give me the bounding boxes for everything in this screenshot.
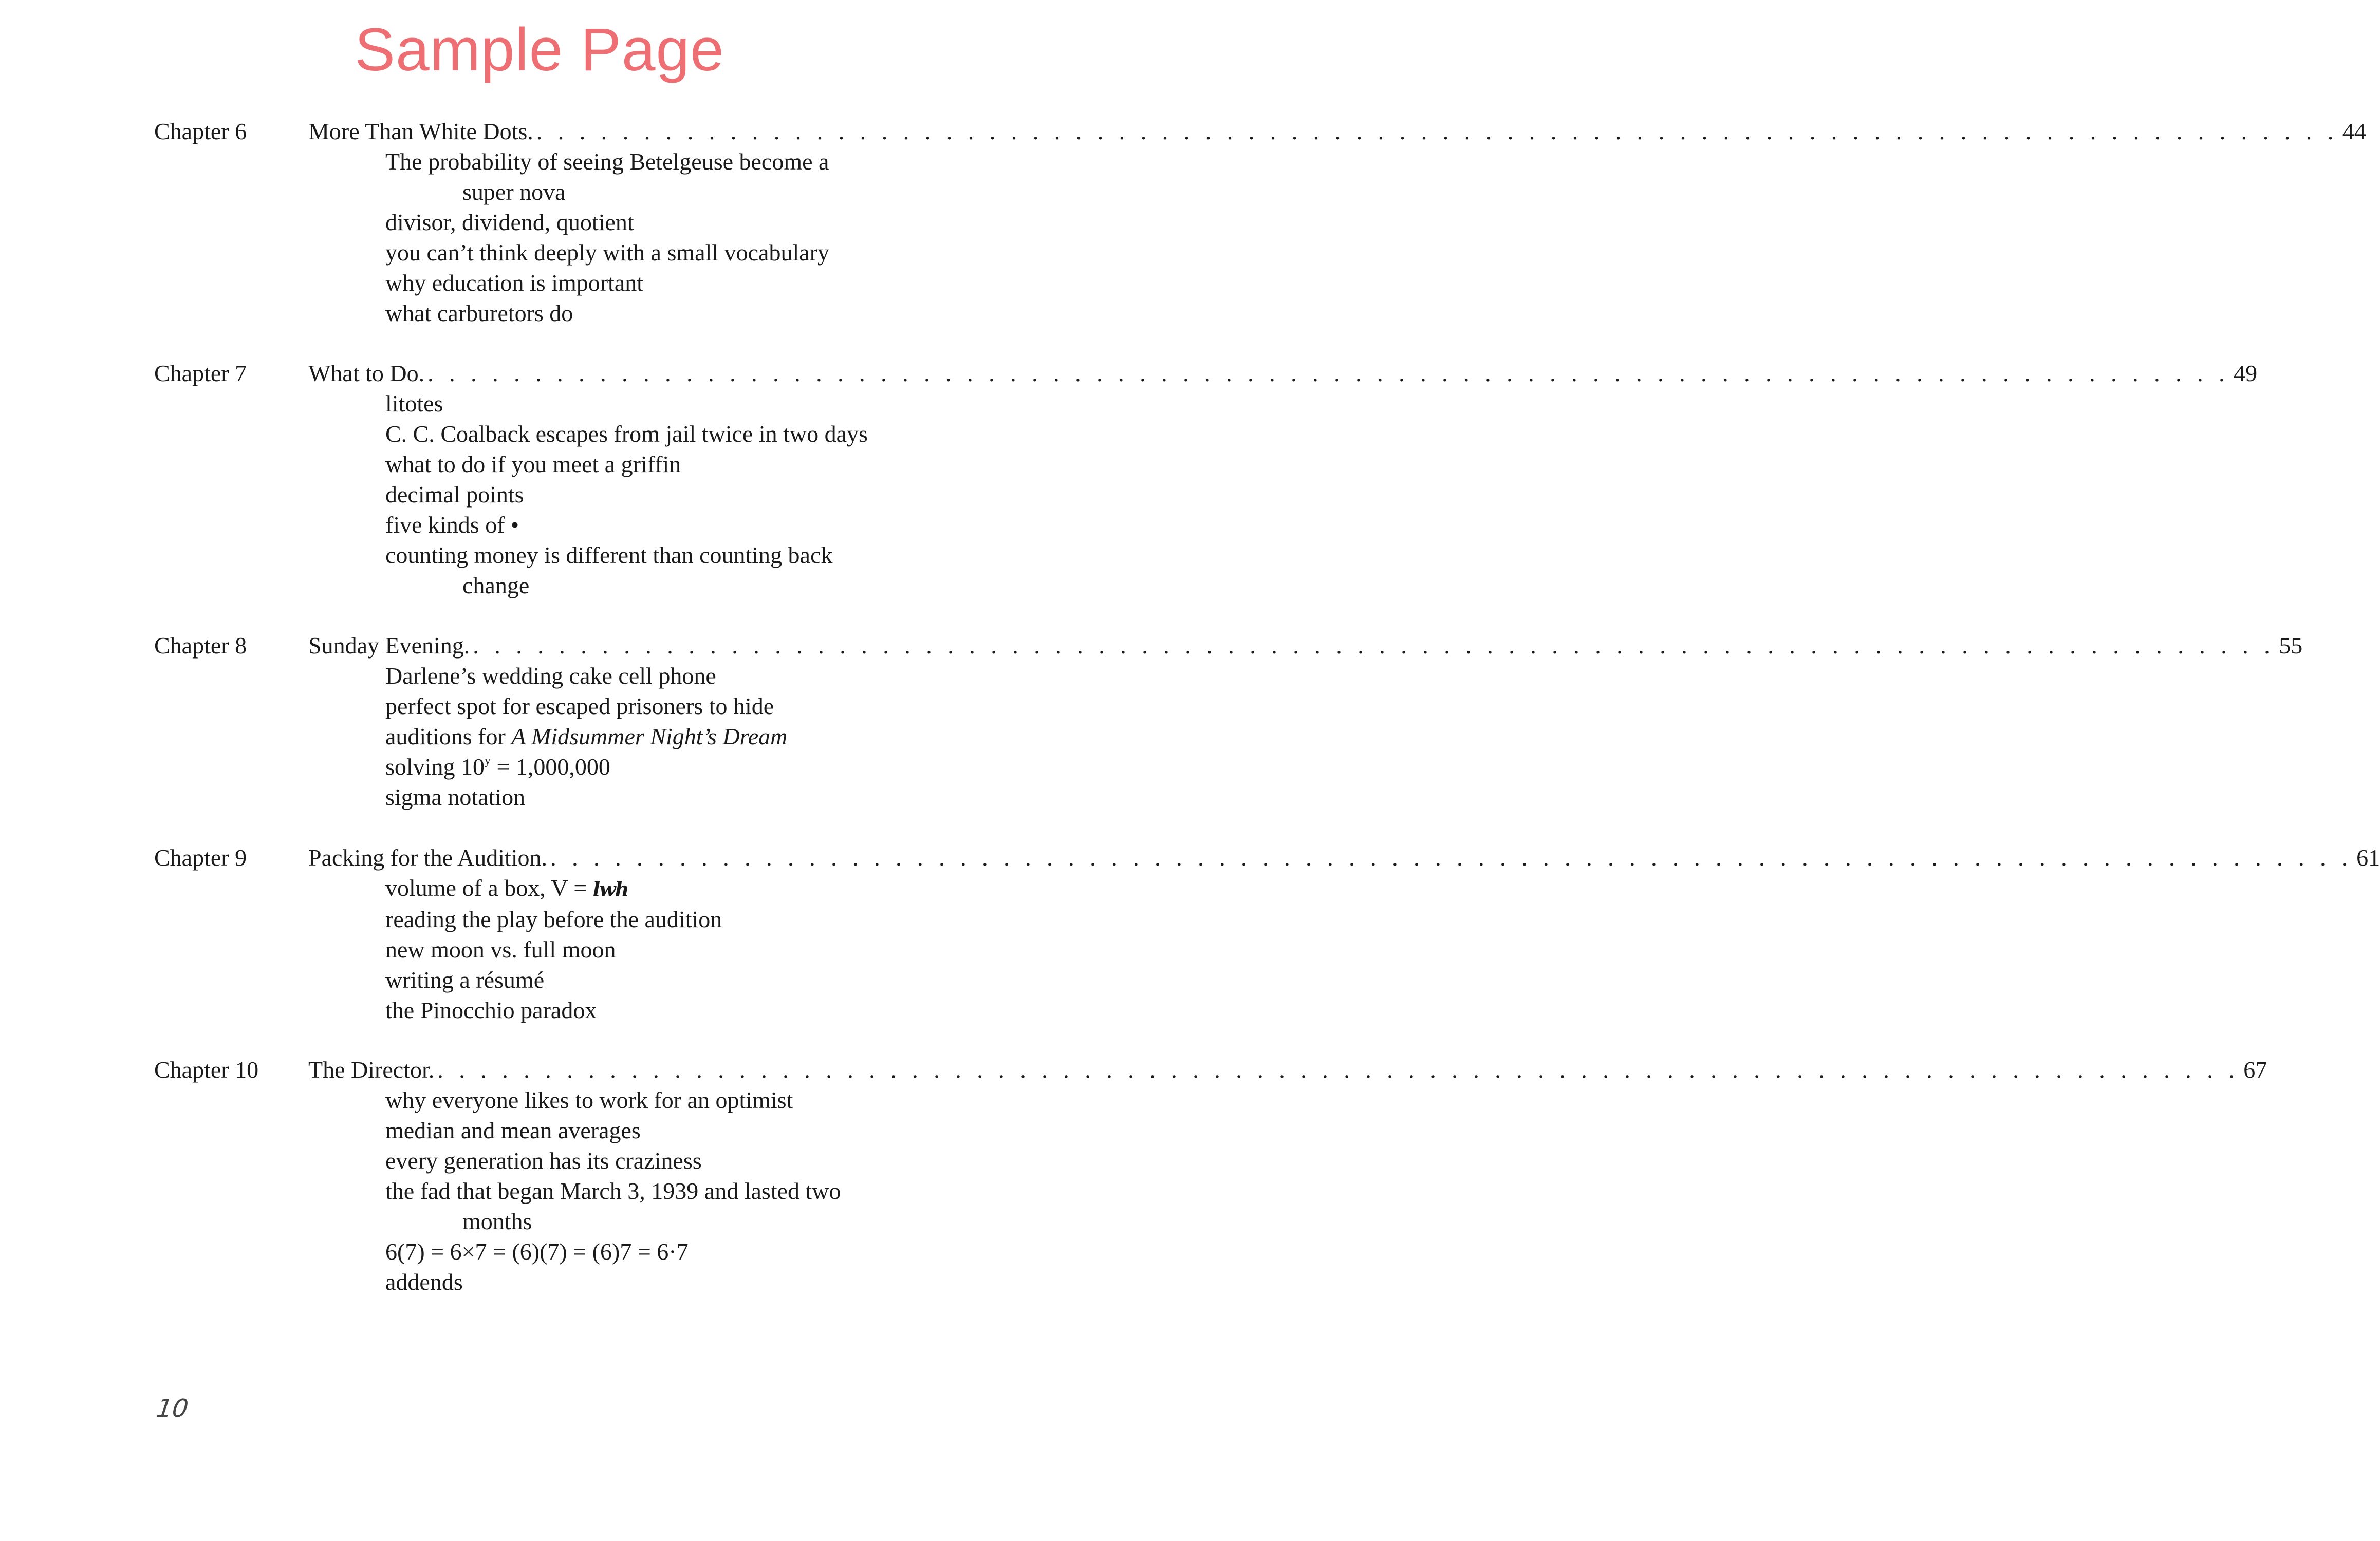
topic-text: new moon vs. full moon	[385, 936, 616, 963]
chapter-topic-list	[385, 146, 951, 328]
topic-continuation: months	[462, 1208, 532, 1234]
chapter-topic-list	[385, 661, 951, 812]
chapter-label: Chapter 9	[154, 844, 247, 871]
topic-item	[385, 995, 951, 1025]
topic-text: counting money is different than counting back	[385, 542, 833, 568]
dot-leader: . . . . . . . . . . . . . . . . . . . . . . . . . . . . . . . . . . . . . . . . . . . . . . . . . . . . . . . . . . . . . . . . . . . . . . . . . . . . . . . . . . . .	[536, 118, 2338, 144]
topic-item	[385, 237, 951, 268]
topic-item	[385, 1267, 951, 1297]
topic-item	[385, 782, 951, 812]
topic-item	[385, 207, 951, 237]
chapter-title-row	[308, 1055, 2267, 1085]
topic-text: the fad that began March 3, 1939 and lasted two	[385, 1178, 841, 1204]
topic-formula-script: lwh	[592, 877, 628, 900]
topic-item	[385, 965, 951, 995]
topic-text: divisor, dividend, quotient	[385, 209, 634, 235]
chapter-page-number: 55	[2279, 632, 2303, 659]
topic-item	[385, 268, 951, 298]
topic-text: addends	[385, 1269, 463, 1295]
topic-text: median and mean averages	[385, 1117, 641, 1143]
chapter-title-row	[308, 842, 2380, 873]
topic-item	[385, 1236, 951, 1267]
chapter-title: Sunday Evening.	[308, 632, 470, 659]
dot-leader: . . . . . . . . . . . . . . . . . . . . . . . . . . . . . . . . . . . . . . . . . . . . . . . . . . . . . . . . . . . . . . . . . . . . . . . . . . . . . . . . . . . .	[437, 1057, 2240, 1083]
topic-item	[385, 1085, 951, 1115]
topic-item	[385, 691, 951, 721]
topic-item	[385, 721, 951, 751]
topic-item	[385, 1115, 951, 1145]
topic-text: 6(7) = 6×7 = (6)(7) = (6)7 = 6·7	[385, 1238, 689, 1265]
topic-item	[385, 873, 951, 904]
chapter-topic-list	[385, 388, 951, 600]
topic-continuation: change	[462, 572, 530, 598]
topic-text: every generation has its craziness	[385, 1148, 702, 1174]
topic-item	[385, 388, 951, 419]
topic-text: The probability of seeing Betelgeuse become a	[385, 148, 829, 175]
chapter-page-number: 67	[2243, 1057, 2267, 1083]
topic-item	[385, 146, 951, 207]
topic-item	[385, 751, 951, 782]
topic-text: sigma notation	[385, 784, 526, 810]
chapter-title: Packing for the Audition.	[308, 844, 548, 871]
chapter-label: Chapter 7	[154, 360, 247, 386]
topic-item	[385, 419, 951, 449]
topic-item	[385, 449, 951, 479]
topic-text: why education is important	[385, 270, 644, 296]
chapter-page-number: 44	[2342, 118, 2366, 144]
dot-leader: . . . . . . . . . . . . . . . . . . . . . . . . . . . . . . . . . . . . . . . . . . . . . . . . . . . . . . . . . . . . . . . . . . . . . . . . . . . . . . . . . . . .	[473, 632, 2275, 659]
topic-text: perfect spot for escaped prisoners to hide	[385, 693, 774, 719]
chapter-topic-list	[385, 873, 951, 1025]
chapter-title: More Than White Dots.	[308, 118, 533, 144]
topic-text: you can’t think deeply with a small vocabulary	[385, 239, 829, 266]
topic-text: decimal points	[385, 481, 524, 508]
topic-text: C. C. Coalback escapes from jail twice in two days	[385, 421, 868, 447]
chapter-page-number: 49	[2234, 360, 2258, 386]
topic-text: five kinds of •	[385, 512, 519, 538]
topic-item	[385, 479, 951, 510]
chapter-label: Chapter 10	[154, 1057, 259, 1083]
topic-continuation: super nova	[462, 179, 566, 205]
chapter-title-row	[308, 116, 2366, 146]
dot-leader: . . . . . . . . . . . . . . . . . . . . . . . . . . . . . . . . . . . . . . . . . . . . . . . . . . . . . . . . . . . . . . . . . . . . . . . . . . . . . . . . . . . .	[427, 360, 2230, 386]
dot-leader: . . . . . . . . . . . . . . . . . . . . . . . . . . . . . . . . . . . . . . . . . . . . . . . . . . . . . . . . . . . . . . . . . . . . . . . . . . . . . . . . . . . .	[550, 844, 2353, 871]
topic-text: Darlene’s wedding cake cell phone	[385, 663, 716, 689]
topic-item	[385, 1145, 951, 1176]
topic-text: writing a résumé	[385, 967, 545, 993]
chapter-topic-list	[385, 1085, 951, 1297]
topic-item	[385, 904, 951, 934]
topic-text: solving 10	[385, 754, 485, 780]
chapter-title-row	[308, 630, 2303, 661]
chapter-title-row	[308, 358, 2258, 388]
topic-text: why everyone likes to work for an optimist	[385, 1087, 793, 1113]
chapter-label: Chapter 6	[154, 118, 247, 144]
topic-item	[385, 540, 951, 600]
topic-text-after: = 1,000,000	[490, 754, 610, 780]
topic-text: auditions for	[385, 723, 512, 749]
topic-item	[385, 934, 951, 965]
page-number: 10	[155, 1394, 191, 1423]
chapter-label: Chapter 8	[154, 632, 247, 659]
topic-superscript: y	[484, 754, 491, 767]
chapter-title: What to Do.	[308, 360, 425, 386]
topic-item	[385, 1176, 951, 1236]
topic-text: the Pinocchio paradox	[385, 997, 597, 1023]
topic-text: volume of a box, V =	[385, 875, 593, 901]
chapter-page-number: 61	[2356, 844, 2380, 871]
chapter-title: The Director.	[308, 1057, 435, 1083]
topic-text: litotes	[385, 390, 443, 417]
topic-text: what carburetors do	[385, 300, 573, 326]
topic-item	[385, 661, 951, 691]
sample-page-watermark: Sample Page	[355, 16, 724, 84]
topic-text: what to do if you meet a griffin	[385, 451, 681, 477]
topic-item	[385, 510, 951, 540]
topic-italic-title: A Midsummer Night’s Dream	[511, 723, 788, 749]
topic-text: reading the play before the audition	[385, 906, 722, 932]
topic-item	[385, 298, 951, 328]
